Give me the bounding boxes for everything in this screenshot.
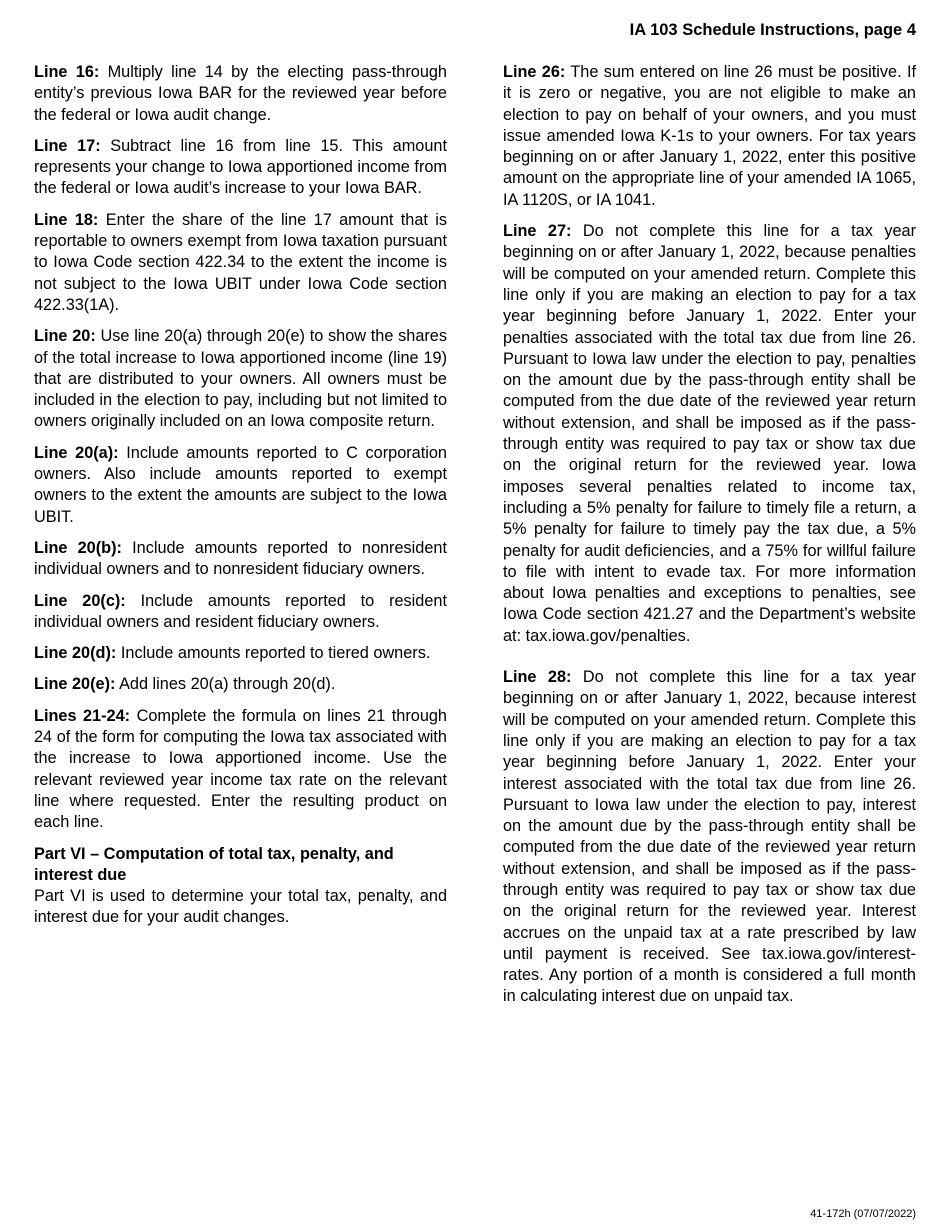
line-20e-label: Line 20(e): [34,675,116,694]
part-6-text: Part VI is used to determine your total tax, penalty, and interest due for your audit changes. [34,887,447,927]
line-17-text: Subtract line 16 from line 15. This amount represents your change to Iowa apportioned income from the federal or Iowa audit’s increase to your Iowa BAR. [34,136,447,198]
line-20e-paragraph [34,674,447,695]
form-id-footer: 41-172h (07/07/2022) [810,1208,916,1220]
line-27-label: Line 27: [503,222,572,241]
line-20c-label: Line 20(c): [34,591,126,610]
line-20e-text: Add lines 20(a) through 20(d). [119,675,336,694]
line-16-label: Line 16: [34,63,100,81]
line-28-text: Do not complete this line for a tax year beginning on or after January 1, 2022, because interest will be computed on your amended return. Complete this line only if you are making an election to pay for a tax year beginning before January 1, 2022. Enter your interest associated with the total tax due from line 26. Pursuant to Iowa law under the election to pay, interest on the amount due by the pass-through entity shall be computed from the due date of the reviewed year return without extension, and shall be imposed as if the pass-through entity was required to pay tax or show tax due on the original return for the reviewed year. Interest accrues on the unpaid tax at a rate prescribed by law until payment is received. See tax.iowa.gov/interest-rates. Any portion of a month is considered a full month in calculating interest due on unpaid tax. [503,668,916,1006]
line-20a-paragraph [34,443,447,528]
line-20a-text: Include amounts reported to C corporation owners. Also include amounts reported to exempt owners to the extent the amounts are subject to the Iowa UBIT. [34,443,447,526]
line-17-label: Line 17: [34,136,101,155]
line-28-label: Line 28: [503,668,572,687]
line-20d-paragraph [34,643,447,664]
right-column [503,62,916,1018]
line-20d-label: Line 20(d): [34,644,117,663]
line-20c-text: Include amounts reported to resident individual owners and resident fiduciary owners. [34,591,447,631]
lines-21-24-paragraph [34,706,447,834]
line-20-label: Line 20: [34,327,96,346]
part-6-heading: Part VI – Computation of total tax, penalty, and interest due [34,844,394,884]
line-20b-text: Include amounts reported to nonresident individual owners and to nonresident fiduciary owners. [34,538,447,579]
line-20-text: Use line 20(a) through 20(e) to show the shares of the total increase to Iowa apportioned income (line 19) that are distributed to your owners. All owners must be included in the election to pay, including but not limited to owners originally included on an Iowa composite return. [34,327,448,431]
line-20c-paragraph [34,591,447,634]
line-26-text: The sum entered on line 26 must be positive. If it is zero or negative, you are not eligible to make an election to pay on behalf of your owners, and you must issue amended Iowa K-1s to your owners. For tax years beginning on or after January 1, 2022, enter this positive amount on the appropriate line of your amended IA 1065, IA 1120S, or IA 1041. [503,63,916,209]
lines-21-24-label: Lines 21-24: [34,706,131,725]
left-column [34,62,447,939]
line-16-text: Multiply line 14 by the electing pass-through entity’s previous Iowa BAR for the reviewed year before the federal or Iowa audit change. [34,63,447,124]
line-27-paragraph [503,221,916,647]
line-28-paragraph [503,667,916,1008]
line-17-paragraph [34,136,447,200]
line-26-label: Line 26: [503,63,566,81]
line-20-paragraph [34,326,447,432]
page-header: IA 103 Schedule Instructions, page 4 [629,21,916,39]
line-18-paragraph [34,210,447,316]
line-20d-text: Include amounts reported to tiered owners. [120,644,431,663]
line-18-text: Enter the share of the line 17 amount that is reportable to owners exempt from Iowa taxation pursuant to Iowa Code section 422.34 to the extent the income is not subject to the Iowa UBIT under Iowa Code section 422.33(1A). [34,210,448,314]
line-27-text: Do not complete this line for a tax year beginning on or after January 1, 2022, because penalties will be computed on your amended return. Complete this line only if you are making an election to pay for a tax year beginning before January 1, 2022. Enter your penalties associated with the total tax due from line 26. Pursuant to Iowa law under the election to pay, penalties on the amount due by the pass-through entity shall be computed from the due date of the reviewed year return without extension, and shall be imposed as if the pass-through entity was required to pay tax or show tax due on the original return for the reviewed year. Iowa imposes several penalties related to income tax, including a 5% penalty for failure to timely file a return, a 5% penalty for failure to timely pay the tax due, a 5% penalty for audit deficiencies, and a 75% for willful failure to file with intent to evade tax. For more information about Iowa penalties and exceptions to penalties, see Iowa Code section 421.27 and the Department’s website at: tax.iowa.gov/penalties. [503,222,916,645]
part-6-paragraph [34,844,447,929]
line-16-paragraph [34,62,447,126]
line-26-paragraph [503,62,916,211]
line-20a-label: Line 20(a): [34,443,119,462]
line-18-label: Line 18: [34,210,99,229]
line-20b-label: Line 20(b): [34,538,122,557]
line-20b-paragraph [34,538,447,581]
lines-21-24-text: Complete the formula on lines 21 through 24 of the form for computing the Iowa tax associated with the increase to Iowa apportioned income. Use the relevant reviewed year income tax rate on the relevant line where requested. Enter the resulting product on each line. [34,706,447,832]
